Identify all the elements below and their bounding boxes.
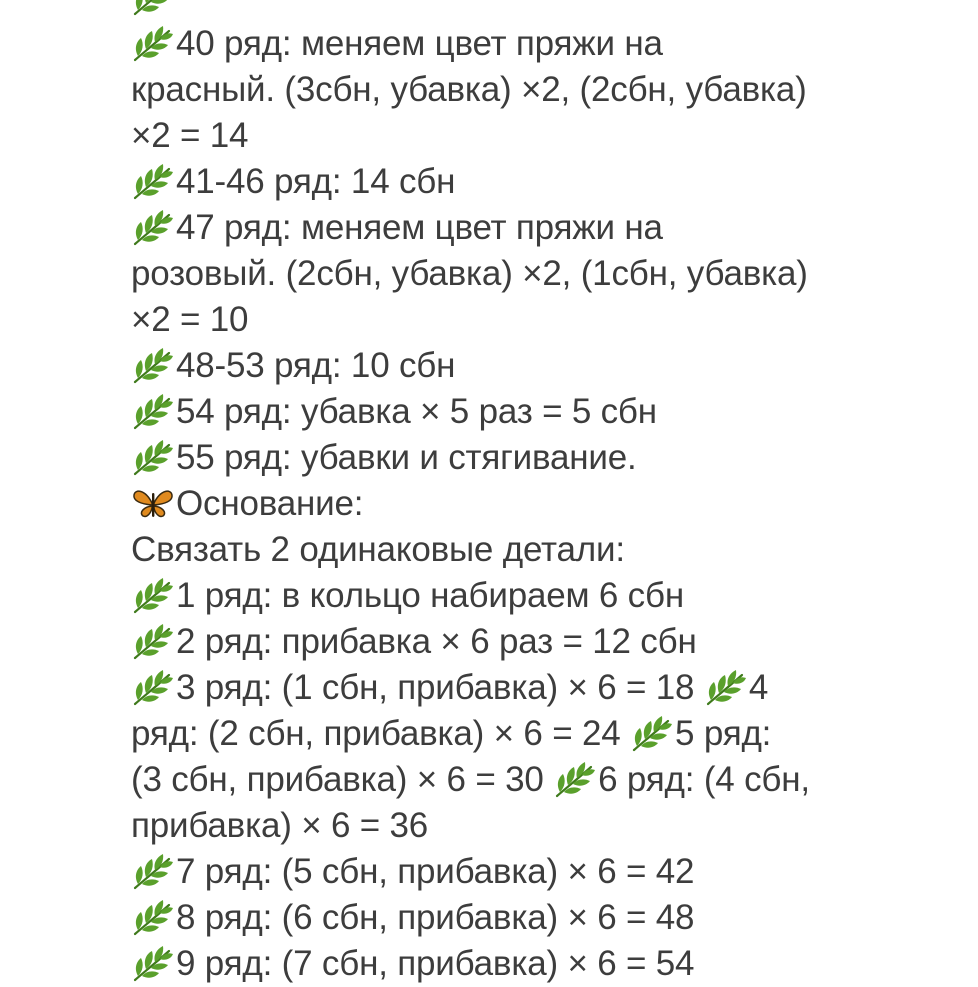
pattern-line [131, 573, 921, 619]
herb-leaf-icon [131, 345, 175, 385]
crochet-pattern-text [131, 0, 921, 987]
line-text-tail: 4 [748, 668, 769, 707]
line-text: 40 ряд: меняем цвет пряжи на [176, 24, 663, 63]
pattern-line [131, 389, 921, 435]
herb-leaf-icon [704, 667, 748, 707]
pattern-line [131, 711, 921, 757]
pattern-line [131, 159, 921, 205]
line-text-tail: 5 ряд: [675, 714, 772, 753]
line-text: 2 ряд: прибавка × 6 раз = 12 сбн [176, 622, 697, 661]
pattern-line [131, 757, 921, 803]
line-text: Связать 2 одинаковые детали: [131, 530, 625, 569]
line-text: Основание: [176, 484, 364, 523]
line-text: 8 ряд: (6 сбн, прибавка) × 6 = 48 [176, 898, 695, 937]
pattern-line [131, 803, 921, 849]
line-text-tail: 6 ряд: (4 сбн, [598, 760, 810, 799]
herb-leaf-icon [630, 713, 674, 753]
line-text: 9 ряд: (7 сбн, прибавка) × 6 = 54 [176, 944, 695, 983]
pattern-line [131, 895, 921, 941]
pattern-line [131, 113, 921, 159]
herb-leaf-icon [131, 0, 175, 17]
line-text: 7 ряд: (5 сбн, прибавка) × 6 = 42 [176, 852, 695, 891]
line-text: (3 сбн, прибавка) × 6 = 30 [131, 760, 554, 799]
line-text: розовый. (2сбн, убавка) ×2, (1сбн, убавка) [131, 254, 808, 293]
pattern-line [131, 527, 921, 573]
herb-leaf-icon [131, 575, 175, 615]
pattern-line [131, 21, 921, 67]
herb-leaf-icon [131, 207, 175, 247]
pattern-line [131, 849, 921, 895]
line-text: ×2 = 14 [131, 116, 249, 155]
herb-leaf-icon [131, 161, 175, 201]
pattern-line [131, 343, 921, 389]
line-text: 41-46 ряд: 14 сбн [176, 162, 456, 201]
pattern-line [131, 665, 921, 711]
pattern-line [131, 251, 921, 297]
herb-leaf-icon [553, 759, 597, 799]
butterfly-icon [131, 483, 175, 523]
section-heading [131, 481, 921, 527]
herb-leaf-icon [131, 23, 175, 63]
line-text: 1 ряд: в кольцо набираем 6 сбн [176, 576, 684, 615]
pattern-line [131, 435, 921, 481]
herb-leaf-icon [131, 897, 175, 937]
line-text: 3 ряд: (1 сбн, прибавка) × 6 = 18 [176, 668, 704, 707]
herb-leaf-icon [131, 437, 175, 477]
herb-leaf-icon [131, 667, 175, 707]
pattern-line [131, 67, 921, 113]
pattern-line [131, 941, 921, 987]
line-text: 55 ряд: убавки и стягивание. [176, 438, 637, 477]
line-text: 54 ряд: убавка × 5 раз = 5 сбн [176, 392, 657, 431]
herb-leaf-icon [131, 621, 175, 661]
herb-leaf-icon [131, 943, 175, 983]
pattern-line [131, 205, 921, 251]
herb-leaf-icon [131, 851, 175, 891]
pattern-line [131, 297, 921, 343]
line-text: прибавка) × 6 = 36 [131, 806, 429, 845]
line-text: ряд: (2 сбн, прибавка) × 6 = 24 [131, 714, 631, 753]
line-text: 48-53 ряд: 10 сбн [176, 346, 456, 385]
line-text: ×2 = 10 [131, 300, 249, 339]
herb-leaf-icon [131, 391, 175, 431]
pattern-line [131, 619, 921, 665]
line-text: 47 ряд: меняем цвет пряжи на [176, 208, 663, 247]
pattern-line [131, 0, 921, 21]
line-text: красный. (3сбн, убавка) ×2, (2сбн, убавка) [131, 70, 807, 109]
